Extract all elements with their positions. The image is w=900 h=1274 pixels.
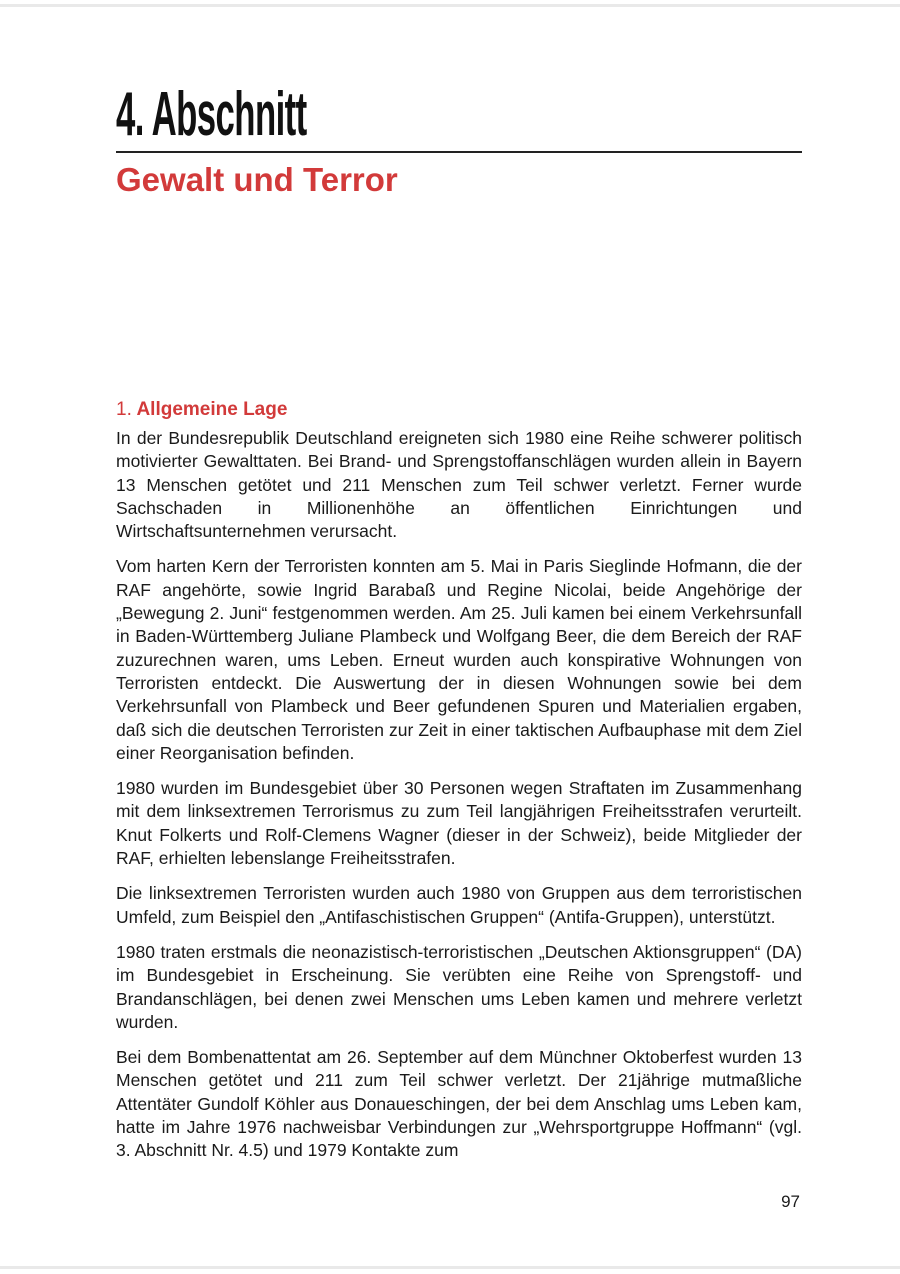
paragraph-2: Vom harten Kern der Terroristen konnten am 5. Mai in Paris Sieglinde Hofmann, die der RAF angehörte, sowie Ingrid Barabaß und Regine Nicolai, beide Angehörige der „Bewegung 2. Juni“ festgenommen werden. Am 25. Juli kamen bei einem Verkehrsunfall in Baden-Württemberg Juliane Plambeck und Wolfgang Beer, die dem Bereich der RAF zuzurechnen waren, ums Leben. Erneut wurden auch konspirative Wohnungen von Terroristen entdeckt. Die Auswertung der in diesen Wohnungen sowie bei dem Verkehrsunfall von Plambeck und Beer gefundenen Spuren und Materialien ergaben, daß sich die deutschen Terroristen zur Zeit in einer taktischen Aufbauphase mit dem Ziel einer Reorganisation befinden.	[116, 556, 802, 763]
paragraph-3: 1980 wurden im Bundesgebiet über 30 Personen wegen Straftaten im Zusammenhang mit dem linksextremen Terrorismus zu zum Teil langjährigen Freiheitsstrafen verurteilt. Knut Folkerts und Rolf-Clemens Wagner (dieser in der Schweiz), beide Mitglieder der RAF, erhielten lebenslange Freiheitsstrafen.	[116, 778, 802, 869]
page-number: 97	[781, 1192, 800, 1211]
section-number: 1.	[116, 399, 132, 420]
chapter-heading: 4. Abschnitt	[116, 80, 307, 149]
chapter-subtitle: Gewalt und Terror	[116, 161, 398, 198]
page-top-edge	[0, 4, 900, 7]
paragraph-5: 1980 traten erstmals die neonazistisch-terroristischen „Deutschen Aktionsgruppen“ (DA) im Bundesgebiet in Erscheinung. Sie verübten eine Reihe von Sprengstoff- und Brandanschlägen, bei denen zwei Menschen ums Leben kamen und mehrere verletzt wurden.	[116, 941, 802, 1032]
section-heading	[116, 398, 802, 422]
section-title: Allgemeine Lage	[136, 399, 288, 420]
paragraph-4: Die linksextremen Terroristen wurden auch 1980 von Gruppen aus dem terroristischen Umfeld, zum Beispiel den „Antifaschistischen Gruppen“ (Antifa-Gruppen), unterstützt.	[116, 883, 802, 927]
section-allgemeine-lage	[116, 398, 802, 1175]
page-bottom-edge	[0, 1266, 900, 1269]
paragraph-6: Bei dem Bombenattentat am 26. September auf dem Münchner Oktoberfest wurden 13 Menschen getötet und 211 zum Teil schwer verletzt. Der 21jährige mutmaßliche Attentäter Gundolf Köhler aus Donaueschingen, der bei dem Anschlag ums Leben kam, hatte im Jahre 1976 nachweisbar Verbindungen zur „Wehrsportgruppe Hoffmann“ (vgl. 3. Abschnitt Nr. 4.5) und 1979 Kontakte zum	[116, 1047, 802, 1161]
heading-rule	[116, 151, 802, 153]
paragraph-1: In der Bundesrepublik Deutschland ereigneten sich 1980 eine Reihe schwerer politisch motivierter Gewalttaten. Bei Brand- und Sprengstoffanschlägen wurden allein in Bayern 13 Menschen getötet und 211 Menschen zum Teil schwer verletzt. Ferner wurde Sachschaden in Millionenhöhe an öffentlichen Einrichtungen und Wirtschaftsunternehmen verursacht.	[116, 428, 802, 542]
